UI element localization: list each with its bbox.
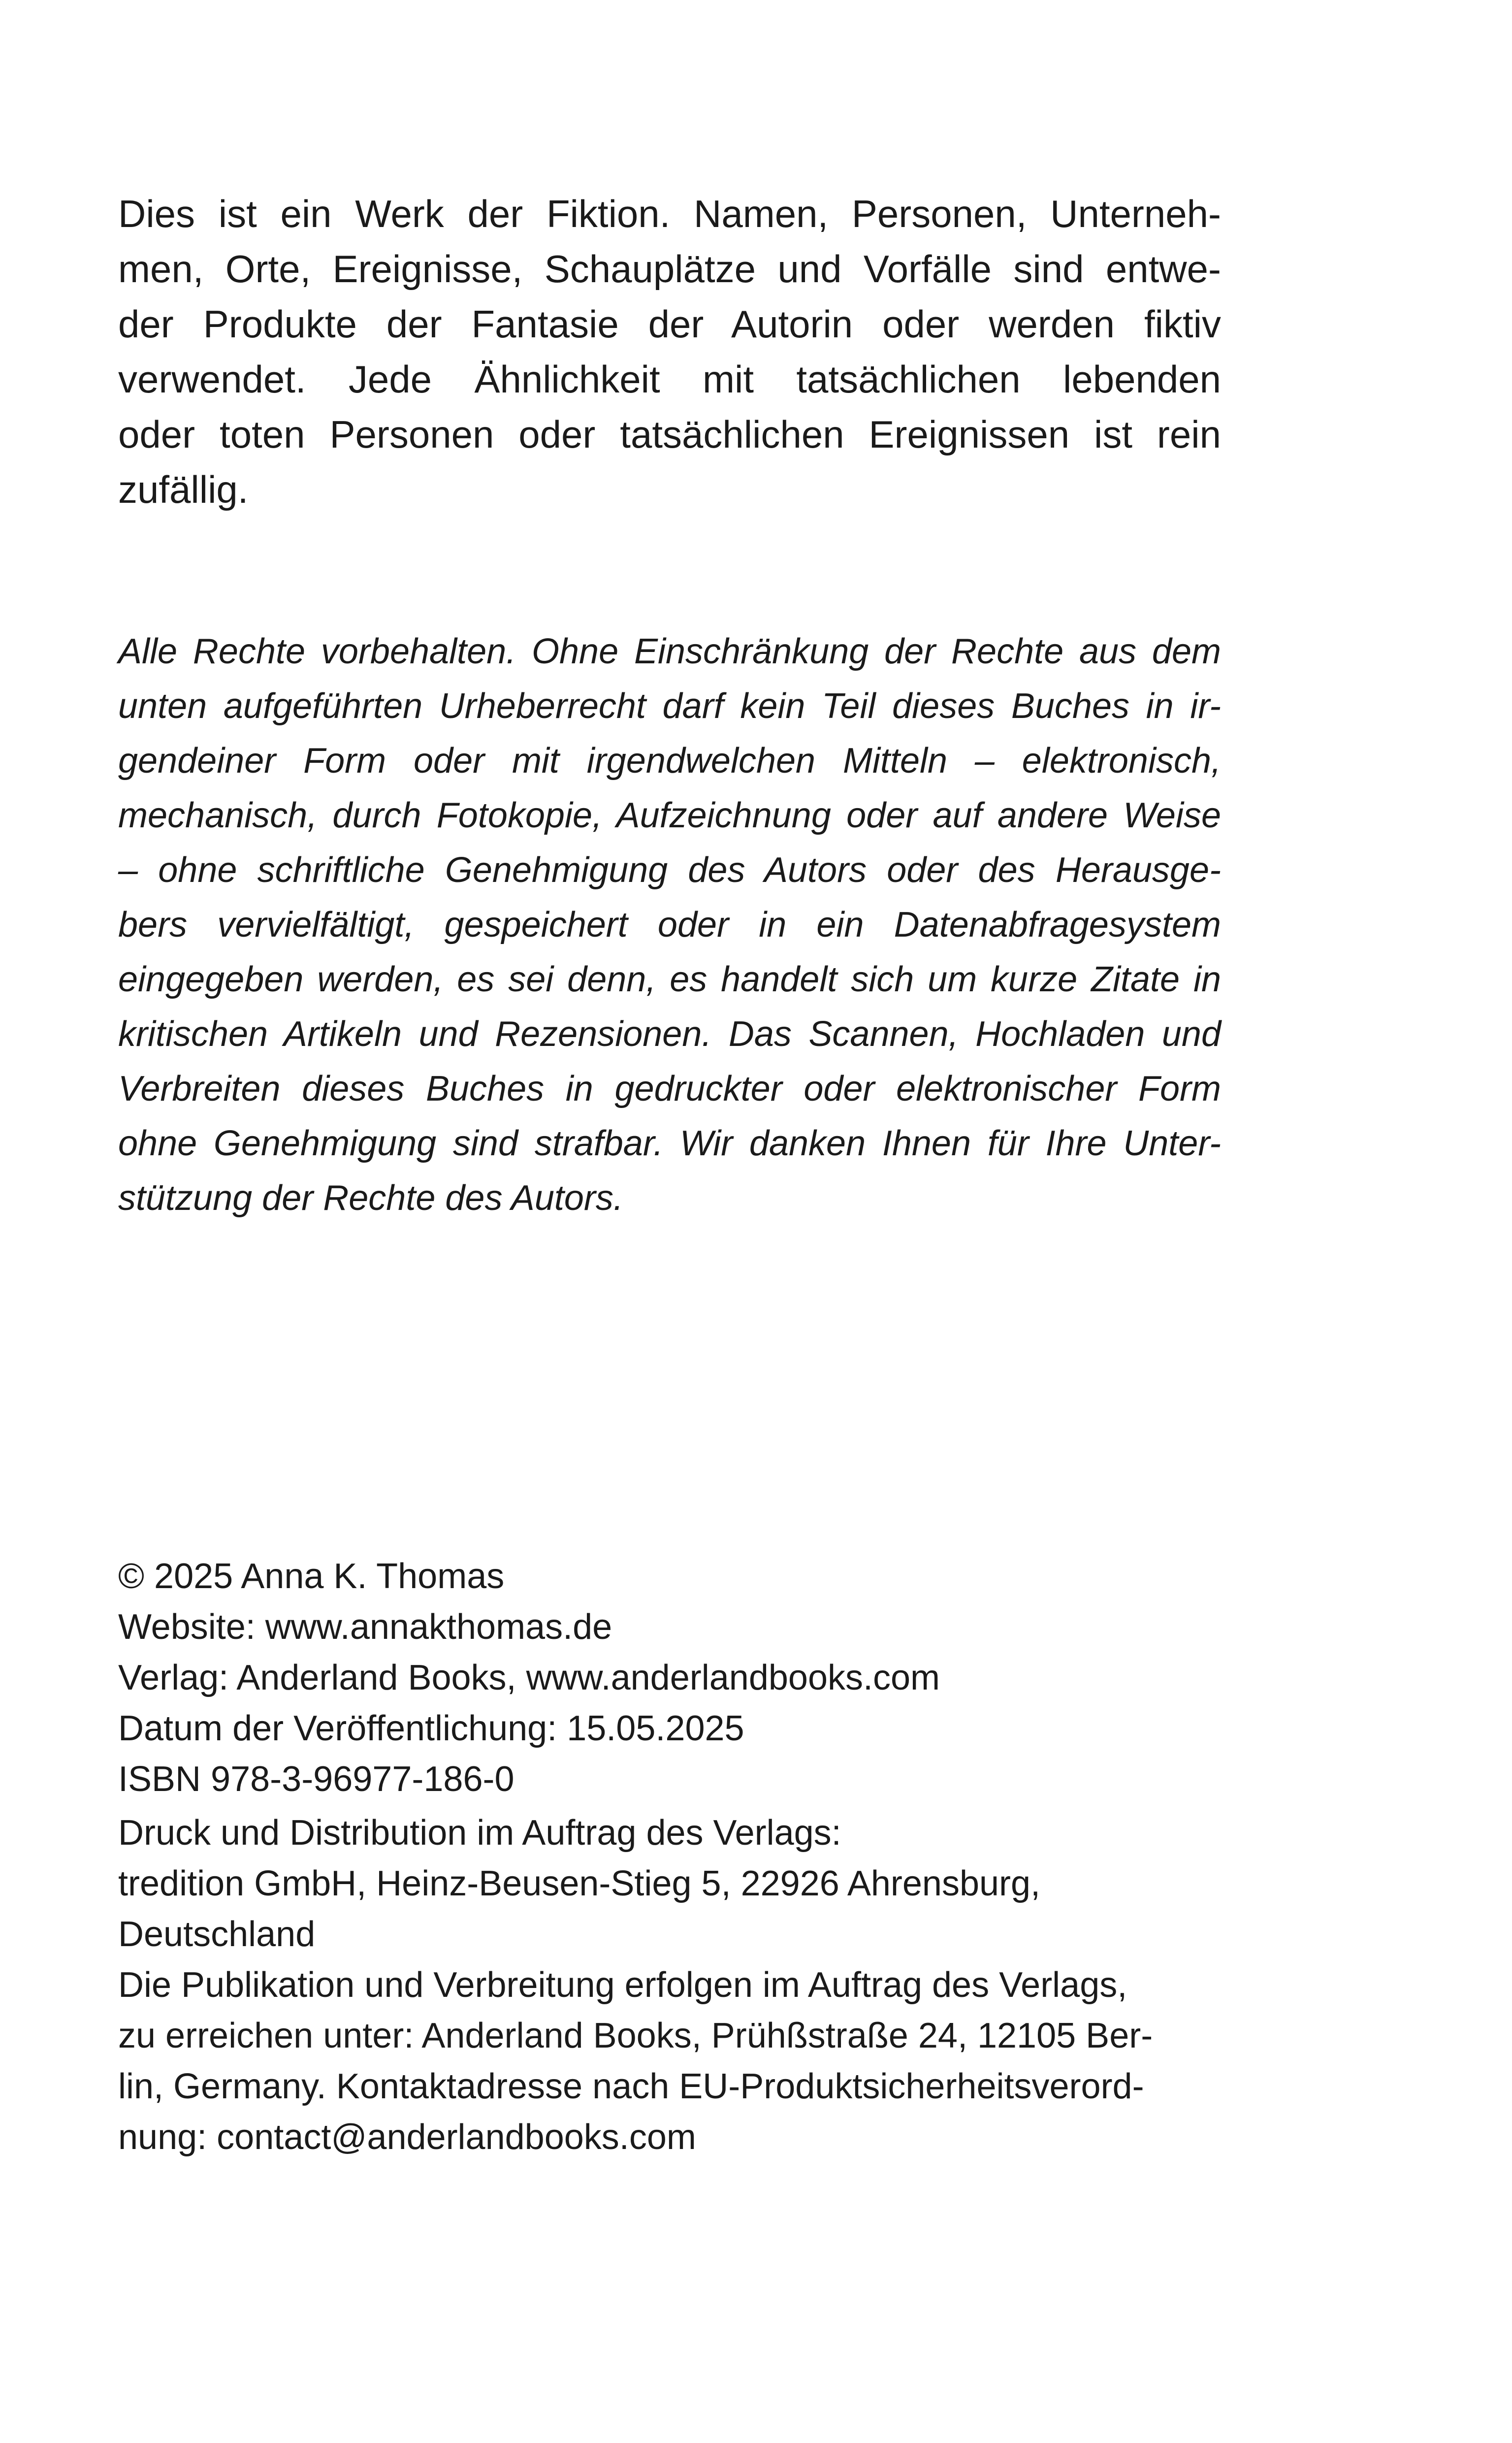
rights-notice-line: bers vervielfältigt, gespeichert oder in ein Datenabfragesystem [118, 905, 1221, 945]
isbn-line: ISBN 978-3-96977-186-0 [118, 1759, 515, 1799]
copyright-line: © 2025 Anna K. Thomas [118, 1557, 505, 1596]
fiction-disclaimer-line: oder toten Personen oder tatsächlichen Ereignissen ist rein [118, 413, 1221, 456]
printing-info-line: Druck und Distribution im Auftrag des Verlags: [118, 1813, 841, 1853]
printing-info-line: tredition GmbH, Heinz-Beusen-Stieg 5, 22926 Ahrensburg, [118, 1864, 1041, 1903]
publisher-line: Verlag: Anderland Books, www.anderlandbooks.com [118, 1658, 940, 1697]
rights-reserved-notice [118, 624, 1221, 1226]
rights-notice-line: stützung der Rechte des Autors. [118, 1178, 623, 1218]
fiction-disclaimer-line: der Produkte der Fantasie der Autorin oder werden fiktiv [118, 302, 1221, 346]
distribution-info-line: zu erreichen unter: Anderland Books, Prühßstraße 24, 12105 Ber- [118, 2016, 1153, 2055]
rights-notice-line: Verbreiten dieses Buches in gedruckter oder elektronischer Form [118, 1069, 1221, 1108]
rights-notice-line: mechanisch, durch Fotokopie, Aufzeichnung oder auf andere Weise [118, 796, 1221, 835]
distribution-info-line: nung: contact@anderlandbooks.com [118, 2117, 696, 2157]
rights-notice-line: ohne Genehmigung sind strafbar. Wir danken Ihnen für Ihre Unter- [118, 1124, 1221, 1163]
publication-date-line: Datum der Veröffentlichung: 15.05.2025 [118, 1709, 744, 1748]
imprint [118, 1551, 1221, 2163]
fiction-disclaimer-line: verwendet. Jede Ähnlichkeit mit tatsächlichen lebenden [118, 358, 1221, 401]
distribution-info-line: lin, Germany. Kontaktadresse nach EU-Produktsicherheitsverord- [118, 2067, 1144, 2106]
fiction-disclaimer-line: Dies ist ein Werk der Fiktion. Namen, Personen, Unterneh- [118, 192, 1221, 235]
rights-notice-line: eingegeben werden, es sei denn, es handelt sich um kurze Zitate in [118, 960, 1221, 999]
printing-info-line: Deutschland [118, 1915, 316, 1954]
fiction-disclaimer-line: zufällig. [118, 468, 249, 511]
fiction-disclaimer-line: men, Orte, Ereignisse, Schauplätze und Vorfälle sind entwe- [118, 247, 1221, 291]
fiction-disclaimer [118, 186, 1221, 517]
rights-notice-line: Alle Rechte vorbehalten. Ohne Einschränkung der Rechte aus dem [118, 632, 1221, 671]
rights-notice-line: gendeiner Form oder mit irgendwelchen Mitteln – elektronisch, [118, 741, 1221, 781]
website-line: Website: www.annakthomas.de [118, 1607, 612, 1647]
distribution-info-line: Die Publikation und Verbreitung erfolgen im Auftrag des Verlags, [118, 1965, 1127, 2005]
rights-notice-line: – ohne schriftliche Genehmigung des Autors oder des Herausge- [118, 850, 1221, 890]
rights-notice-line: kritischen Artikeln und Rezensionen. Das Scannen, Hochladen und [118, 1014, 1221, 1054]
rights-notice-line: unten aufgeführten Urheberrecht darf kein Teil dieses Buches in ir- [118, 686, 1221, 726]
